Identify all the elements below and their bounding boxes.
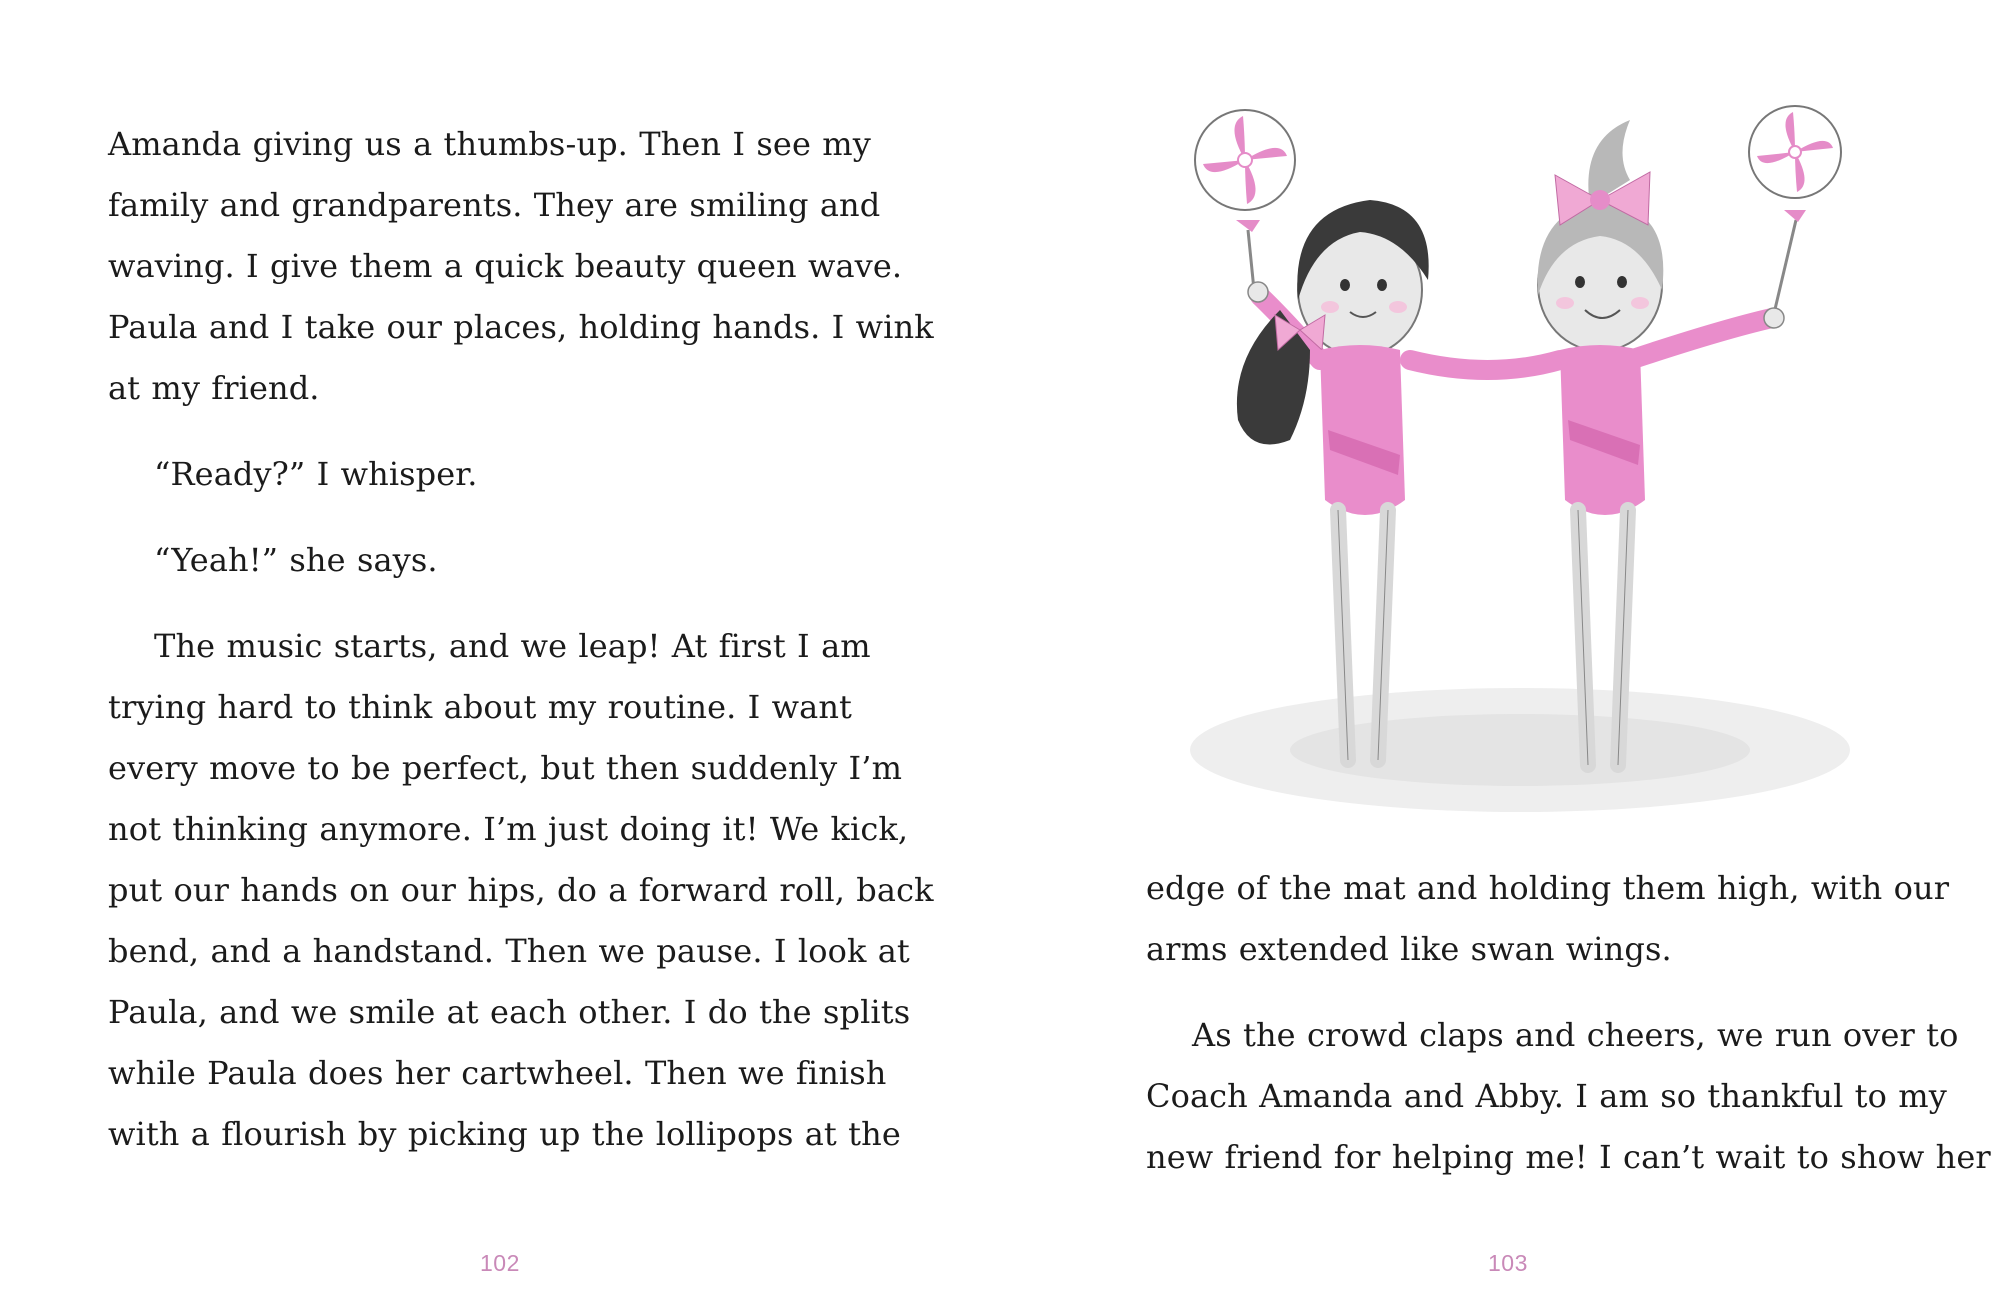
gymnast-dark-hair xyxy=(1237,200,1429,760)
text-line: As the crowd claps and cheers, we run over to xyxy=(1192,1016,1959,1054)
text-line: trying hard to think about my routine. I want xyxy=(108,688,853,726)
paragraph xyxy=(108,444,878,505)
text-line: Coach Amanda and Abby. I am so thankful to my xyxy=(1146,1077,1947,1115)
text-line: arms extended like swan wings. xyxy=(1146,930,1672,968)
text-line: Amanda giving us a thumbs-up. Then I see my xyxy=(108,125,871,163)
paragraph xyxy=(1146,858,1950,980)
left-page-text xyxy=(108,114,934,1165)
paragraph xyxy=(1146,1005,1991,1188)
right-page-text xyxy=(1146,858,1991,1188)
text-line: with a flourish by picking up the lollipops at the xyxy=(108,1115,901,1153)
text-line: every move to be perfect, but then suddenly I’m xyxy=(108,749,903,787)
text-line: while Paula does her cartwheel. Then we finish xyxy=(108,1054,887,1092)
text-line: bend, and a handstand. Then we pause. I look at xyxy=(108,932,910,970)
text-line: “Yeah!” she says. xyxy=(154,541,438,579)
text-line: “Ready?” I whisper. xyxy=(154,455,478,493)
lollipop-left xyxy=(1195,110,1295,300)
paragraph xyxy=(108,114,934,419)
page-number: 102 xyxy=(480,1250,520,1276)
paragraph xyxy=(108,530,878,591)
floor-shadow-core xyxy=(1290,714,1750,786)
text-line: not thinking anymore. I’m just doing it! We kick, xyxy=(108,810,909,848)
lollipop-right xyxy=(1749,106,1841,322)
text-line: family and grandparents. They are smiling and xyxy=(108,186,881,224)
gymnast-illustration xyxy=(1160,60,1900,820)
text-line: Paula and I take our places, holding hands. I wink xyxy=(108,308,934,346)
text-line: at my friend. xyxy=(108,369,320,407)
gymnast-light-hair xyxy=(1410,120,1784,765)
right-page xyxy=(1000,0,2000,1304)
page-number: 103 xyxy=(1488,1250,1528,1276)
text-line: Paula, and we smile at each other. I do the splits xyxy=(108,993,911,1031)
text-line: The music starts, and we leap! At first I am xyxy=(154,627,871,665)
text-line: put our hands on our hips, do a forward roll, back xyxy=(108,871,934,909)
text-line: waving. I give them a quick beauty queen wave. xyxy=(108,247,903,285)
text-line: new friend for helping me! I can’t wait to show her xyxy=(1146,1138,1991,1176)
paragraph xyxy=(108,616,934,1165)
text-line: edge of the mat and holding them high, with our xyxy=(1146,869,1950,907)
